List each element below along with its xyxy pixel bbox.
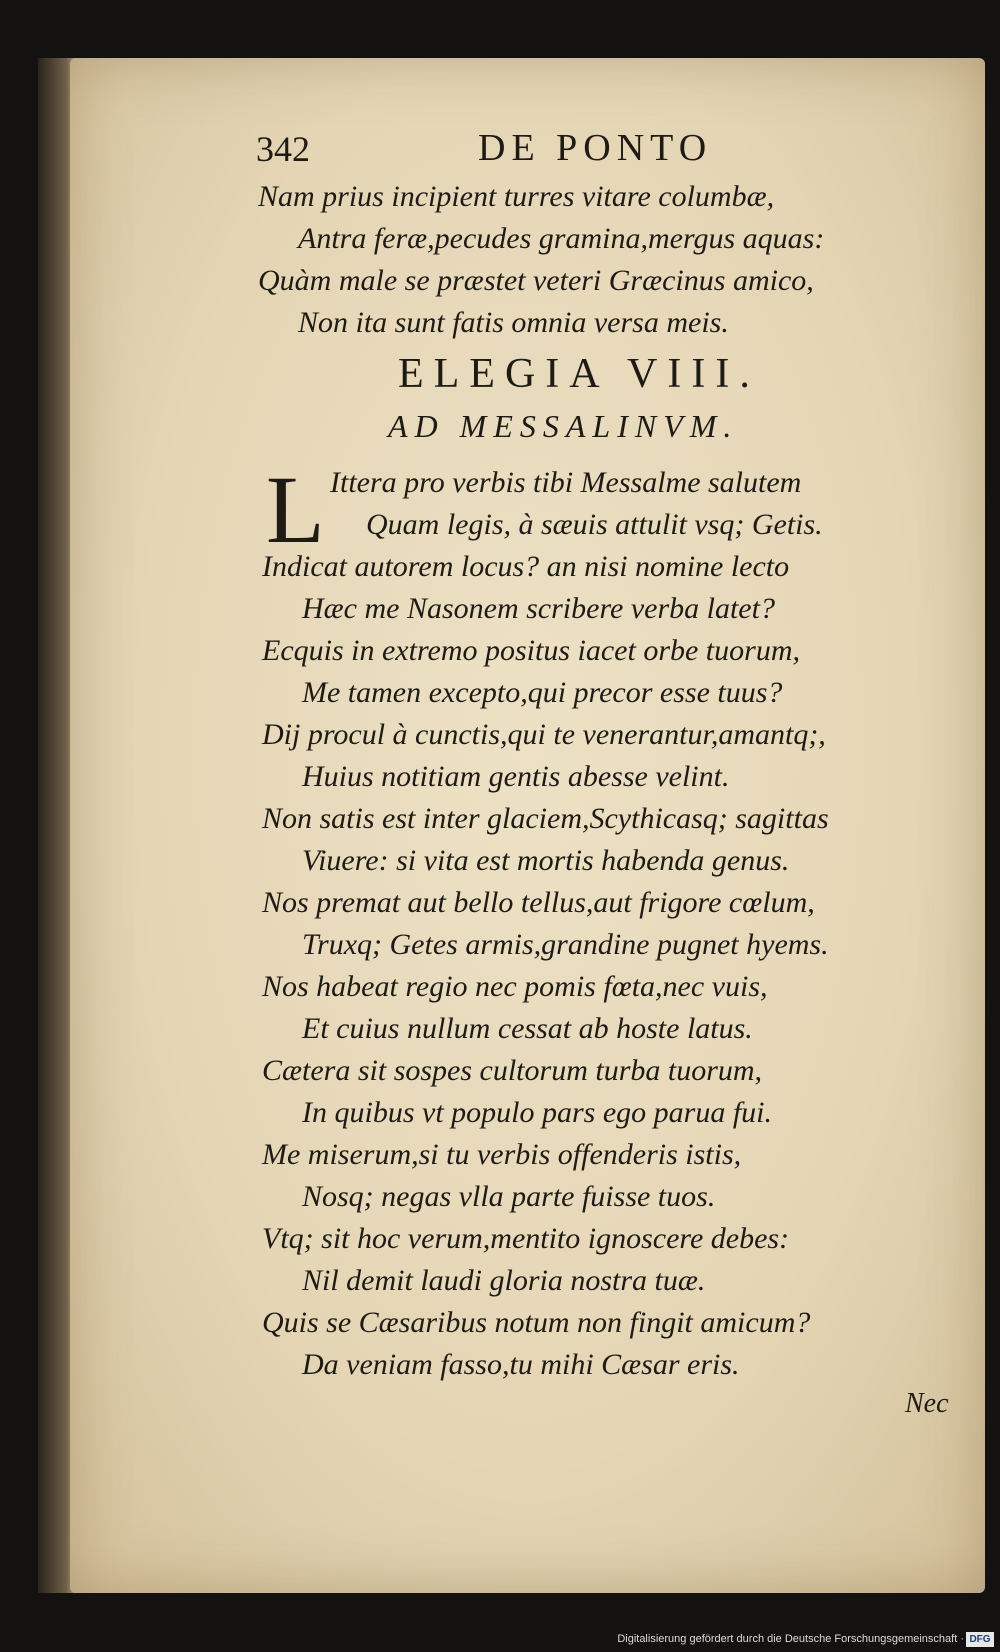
verse-line: Huius notitiam gentis abesse velint. (302, 760, 730, 793)
elegy-subtitle: AD MESSALINVM. (388, 408, 739, 444)
verse-line: Cætera sit sospes cultorum turba tuorum, (262, 1054, 763, 1087)
page-number: 342 (256, 129, 310, 169)
verse-line: Non ita sunt fatis omnia versa meis. (298, 306, 729, 339)
verse-line: Nos premat aut bello tellus,aut frigore cœlum, (262, 886, 815, 919)
catchword: Nec (905, 1388, 949, 1419)
verse-line: Nosq; negas vlla parte fuisse tuos. (302, 1180, 716, 1213)
running-head: DE PONTO (478, 127, 713, 169)
verse-line: In quibus vt populo pars ego parua fui. (302, 1096, 772, 1129)
verse-line: Antra feræ,pecudes gramina,mergus aquas: (298, 222, 825, 255)
verse-line: Me miserum,si tu verbis offenderis istis, (262, 1138, 742, 1171)
verse-line: Hæc me Nasonem scribere verba latet? (302, 592, 775, 625)
verse-line: Indicat autorem locus? an nisi nomine lecto (262, 550, 790, 583)
verse-line: Nil demit laudi gloria nostra tuæ. (302, 1264, 706, 1297)
verse-line: Nam prius incipient turres vitare columbæ, (258, 180, 775, 213)
verse-line: Dij procul à cunctis,qui te venerantur,amantq;, (262, 718, 826, 751)
verse-line: Truxq; Getes armis,grandine pugnet hyems. (302, 928, 829, 961)
verse-line: Da veniam fasso,tu mihi Cæsar eris. (302, 1348, 740, 1381)
verse-line: Ecquis in extremo positus iacet orbe tuorum, (262, 634, 800, 667)
verse-line: Vtq; sit hoc verum,mentito ignoscere debes: (262, 1222, 790, 1255)
verse-line: Quam legis, à sæuis attulit vsq; Getis. (366, 508, 823, 541)
elegy-title: ELEGIA VIII. (398, 351, 760, 397)
verse-line: Et cuius nullum cessat ab hoste latus. (302, 1012, 753, 1045)
verse-line: Ittera pro verbis tibi Messalme salutem (330, 466, 802, 499)
verse-line: Quis se Cæsaribus notum non fingit amicum? (262, 1306, 811, 1339)
dfg-logo: DFG (966, 1632, 994, 1647)
verse-line: Non satis est inter glaciem,Scythicasq; sagittas (262, 802, 829, 835)
verse-line: Nos habeat regio nec pomis fœta,nec vuis, (262, 970, 768, 1003)
verse-line: Quàm male se præstet veteri Græcinus amico, (258, 264, 814, 297)
verse-line: Me tamen excepto,qui precor esse tuus? (302, 676, 783, 709)
drop-cap: L (266, 456, 325, 563)
footer-credit: Digitalisierung gefördert durch die Deutsche Forschungsgemeinschaft · (617, 1633, 964, 1645)
verse-line: Viuere: si vita est mortis habenda genus. (302, 844, 790, 877)
